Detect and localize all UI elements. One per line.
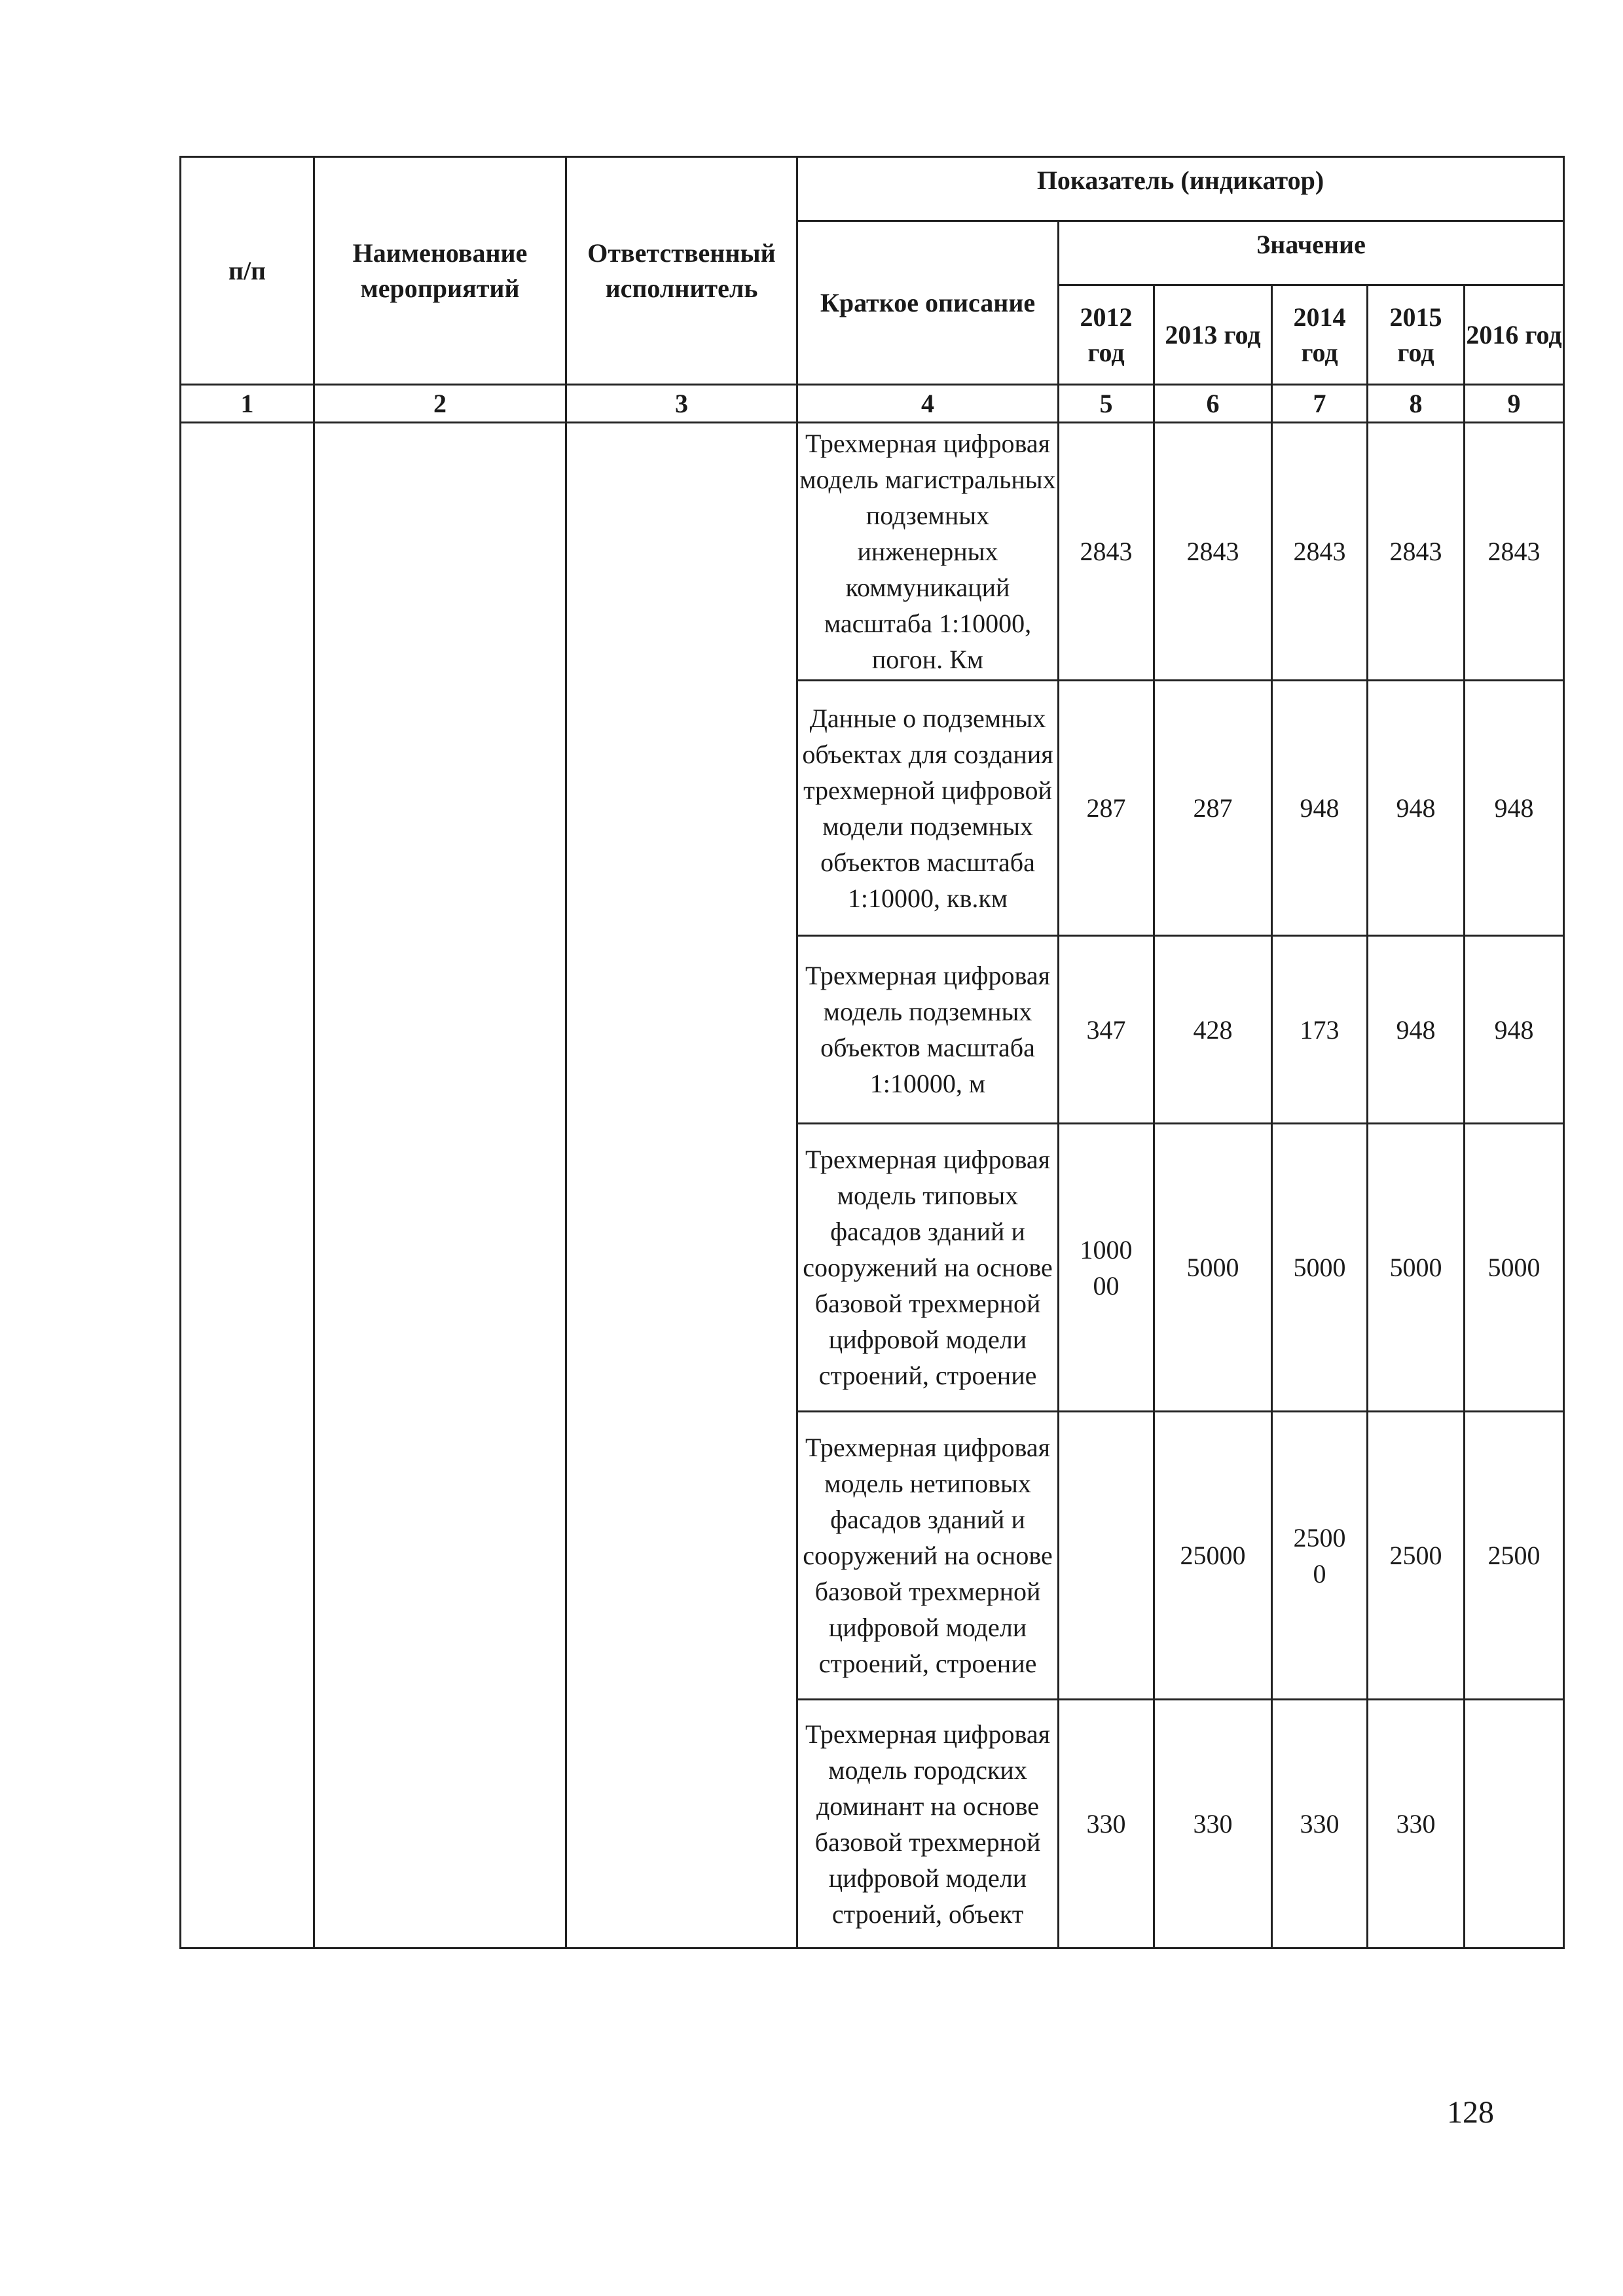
- row-value-2015: 948: [1368, 681, 1465, 936]
- row-value-2016: 2500: [1465, 1412, 1564, 1700]
- row-description: Трехмерная цифровая модель магистральных подземных инженерных коммуникаций масштаба 1:10000, погон. Км: [797, 423, 1059, 681]
- header-year-2013: 2013 год: [1154, 285, 1272, 385]
- row-value-2014: 5000: [1272, 1124, 1368, 1412]
- row-description: Трехмерная цифровая модель типовых фасадов зданий и сооружений на основе базовой трехмерной цифровой модели строений, строение: [797, 1124, 1059, 1412]
- row-value-2015: 948: [1368, 936, 1465, 1124]
- cell-pp-empty: [181, 423, 314, 1948]
- row-value-2013: 428: [1154, 936, 1272, 1124]
- row-value-2016: 948: [1465, 681, 1564, 936]
- row-value-2012: 100000: [1059, 1124, 1154, 1412]
- header-year-2016: 2016 год: [1465, 285, 1564, 385]
- cell-responsible-empty: [566, 423, 797, 1948]
- row-value-2013: 287: [1154, 681, 1272, 936]
- row-value-2014: 173: [1272, 936, 1368, 1124]
- row-value-2014: 25000: [1272, 1412, 1368, 1700]
- column-number: 8: [1368, 385, 1465, 423]
- row-value-2016: 948: [1465, 936, 1564, 1124]
- row-value-2012: [1059, 1412, 1154, 1700]
- row-description: Трехмерная цифровая модель городских доминант на основе базовой трехмерной цифровой модели строений, объект: [797, 1700, 1059, 1948]
- row-value-2014: 948: [1272, 681, 1368, 936]
- page-number: 128: [1447, 2095, 1494, 2130]
- column-number: 9: [1465, 385, 1564, 423]
- row-description: Трехмерная цифровая модель подземных объектов масштаба 1:10000, м: [797, 936, 1059, 1124]
- column-number: 2: [314, 385, 566, 423]
- row-description: Трехмерная цифровая модель нетиповых фасадов зданий и сооружений на основе базовой трехмерной цифровой модели строений, строение: [797, 1412, 1059, 1700]
- row-value-2016: [1465, 1700, 1564, 1948]
- column-number: 7: [1272, 385, 1368, 423]
- column-number: 4: [797, 385, 1059, 423]
- column-number: 1: [181, 385, 314, 423]
- header-short-description: Краткое описание: [797, 221, 1059, 385]
- header-year-2012: 2012 год: [1059, 285, 1154, 385]
- row-value-2014: 330: [1272, 1700, 1368, 1948]
- row-description: Данные о подземных объектах для создания трехмерной цифровой модели подземных объектов масштаба 1:10000, кв.км: [797, 681, 1059, 936]
- row-value-2012: 347: [1059, 936, 1154, 1124]
- row-value-2015: 5000: [1368, 1124, 1465, 1412]
- header-year-2014: 2014 год: [1272, 285, 1368, 385]
- row-value-2013: 2843: [1154, 423, 1272, 681]
- row-value-2013: 25000: [1154, 1412, 1272, 1700]
- header-responsible: Ответственный исполнитель: [566, 157, 797, 385]
- column-number: 6: [1154, 385, 1272, 423]
- row-value-2014: 2843: [1272, 423, 1368, 681]
- table-row: [181, 423, 1564, 681]
- header-name: Наименование мероприятий: [314, 157, 566, 385]
- column-number: 5: [1059, 385, 1154, 423]
- header-indicator: Показатель (индикатор): [797, 157, 1564, 221]
- row-value-2015: 2500: [1368, 1412, 1465, 1700]
- row-value-2016: 5000: [1465, 1124, 1564, 1412]
- indicator-table: [179, 156, 1565, 1949]
- row-value-2012: 330: [1059, 1700, 1154, 1948]
- cell-name-empty: [314, 423, 566, 1948]
- row-value-2015: 330: [1368, 1700, 1465, 1948]
- column-number-row: [181, 385, 1564, 423]
- row-value-2013: 5000: [1154, 1124, 1272, 1412]
- header-value: Значение: [1059, 221, 1564, 285]
- row-value-2013: 330: [1154, 1700, 1272, 1948]
- header-year-2015: 2015 год: [1368, 285, 1465, 385]
- row-value-2012: 2843: [1059, 423, 1154, 681]
- row-value-2012: 287: [1059, 681, 1154, 936]
- row-value-2016: 2843: [1465, 423, 1564, 681]
- row-value-2015: 2843: [1368, 423, 1465, 681]
- header-pp: п/п: [181, 157, 314, 385]
- column-number: 3: [566, 385, 797, 423]
